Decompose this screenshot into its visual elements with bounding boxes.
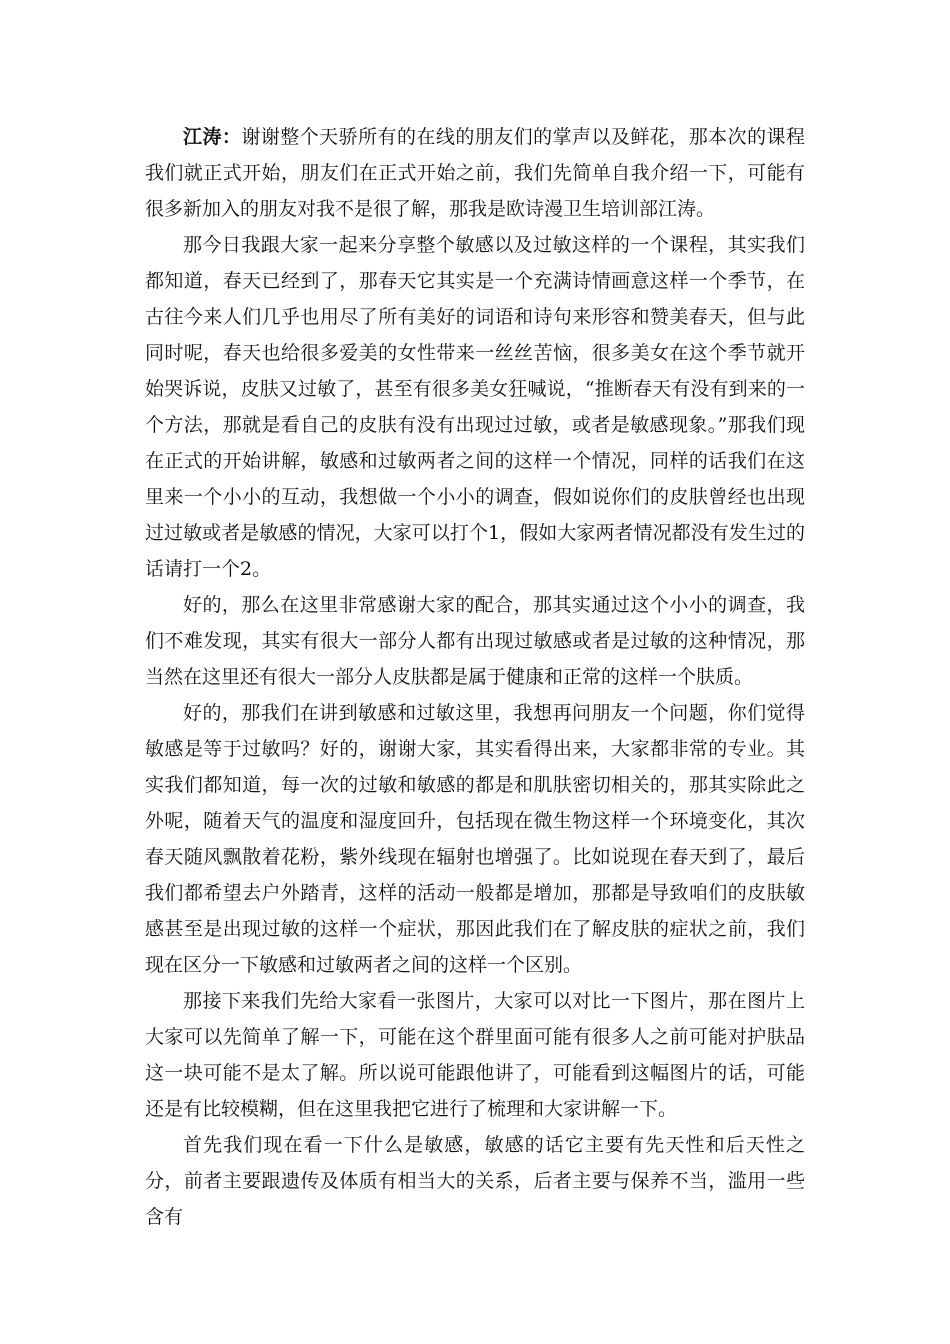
speaker-name: 江涛：: [183, 126, 242, 148]
paragraph-6: 首先我们现在看一下什么是敏感，敏感的话它主要有先天性和后天性之分，前者主要跟遗传及体质有相当大的关系，后者主要与保养不当，滥用一些含有: [145, 1134, 805, 1228]
document-body: [145, 119, 805, 1235]
paragraph-2: 那今日我跟大家一起来分享整个敏感以及过敏这样的一个课程，其实我们都知道，春天已经到了，那春天它其实是一个充满诗情画意这样一个季节，在古往今来人们几乎也用尽了所有美好的词语和诗句来形容和赞美春天，但与此同时呢，春天也给很多爱美的女性带来一丝丝苦恼，很多美女在这个季节就开始哭诉说，皮肤又过敏了，甚至有很多美女狂喊说，“推断春天有没有到来的一个方法，那就是看自己的皮肤有没有出现过过敏，或者是敏感现象。”那我们现在正式的开始讲解，敏感和过敏两者之间的这样一个情况，同样的话我们在这里来一个小小的互动，我想做一个小小的调查，假如说你们的皮肤曾经也出现过过敏或者是敏感的情况，大家可以打个1，假如大家两者情况都没有发生过的话请打一个2。: [145, 234, 805, 580]
paragraph-4: 好的，那我们在讲到敏感和过敏这里，我想再问朋友一个问题，你们觉得敏感是等于过敏吗？好的，谢谢大家，其实看得出来，大家都非常的专业。其实我们都知道，每一次的过敏和敏感的都是和肌肤密切相关的，那其实除此之外呢，随着天气的温度和湿度回升，包括现在微生物这样一个环境变化，其次春天随风飘散着花粉，紫外线现在辐射也增强了。比如说现在春天到了，最后我们都希望去户外踏青，这样的活动一般都是增加，那都是导致咱们的皮肤敏感甚至是出现过敏的这样一个症状，那因此我们在了解皮肤的症状之前，我们现在区分一下敏感和过敏两者之间的这样一个区别。: [145, 702, 805, 976]
paragraph-1: [145, 119, 805, 227]
paragraph-1-text: 谢谢整个天骄所有的在线的朋友们的掌声以及鲜花，那本次的课程我们就正式开始，朋友们在正式开始之前，我们先简单自我介绍一下，可能有很多新加入的朋友对我不是很了解，那我是欧诗漫卫生培训部江涛。: [145, 126, 805, 220]
paragraph-5: 那接下来我们先给大家看一张图片，大家可以对比一下图片，那在图片上大家可以先简单了解一下，可能在这个群里面可能有很多人之前可能对护肤品这一块可能不是太了解。所以说可能跟他讲了，可能看到这幅图片的话，可能还是有比较模糊，但在这里我把它进行了梳理和大家讲解一下。: [145, 990, 805, 1120]
paragraph-3: 好的，那么在这里非常感谢大家的配合，那其实通过这个小小的调查，我们不难发现，其实有很大一部分人都有出现过敏感或者是过敏的这种情况，那当然在这里还有很大一部分人皮肤都是属于健康和正常的这样一个肤质。: [145, 594, 805, 688]
